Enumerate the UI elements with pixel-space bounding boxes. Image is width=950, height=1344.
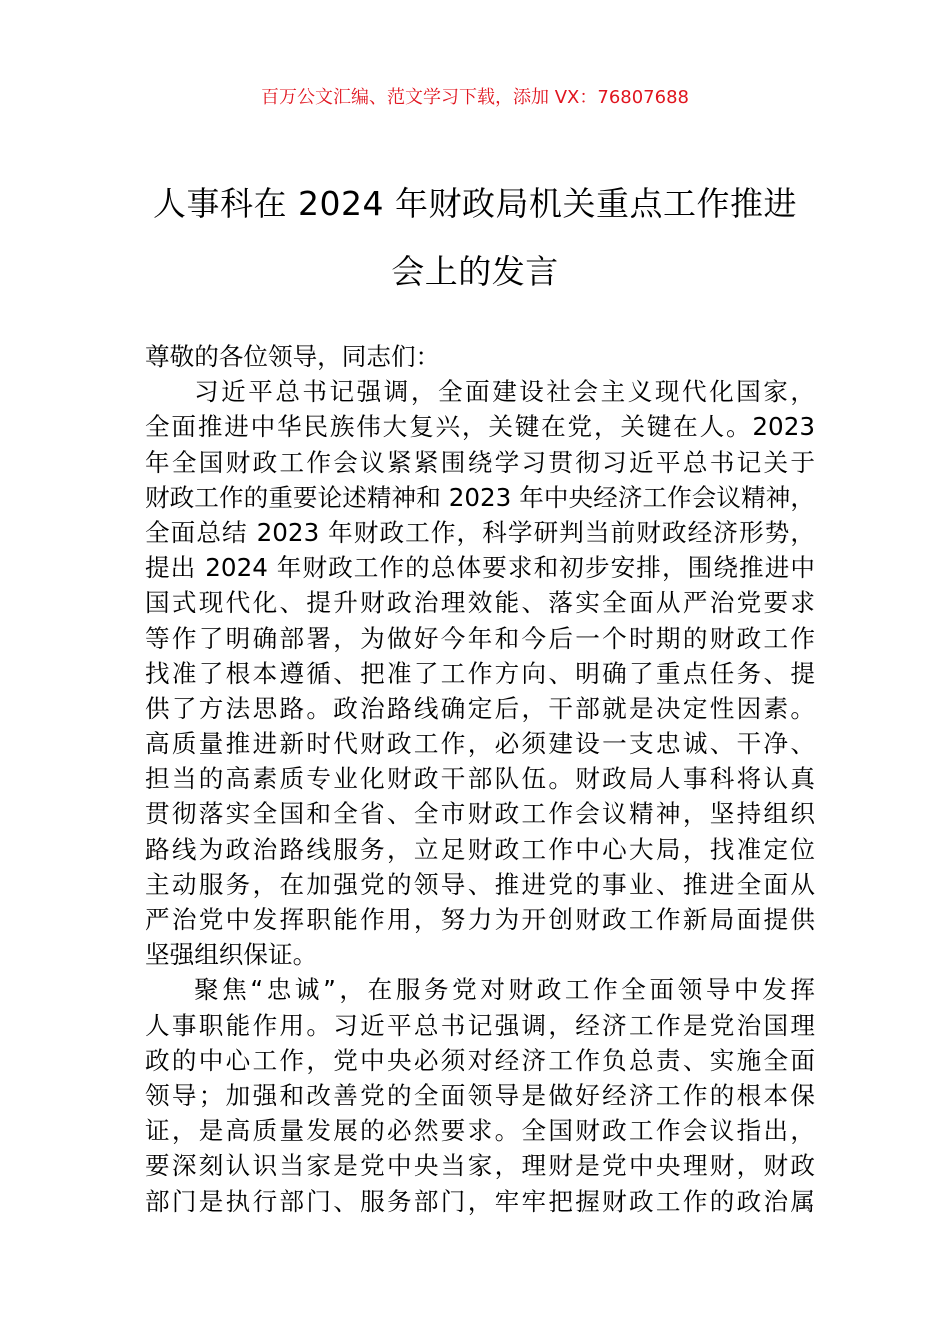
paragraph-line: 财政工作的重要论述精神和 2023 年中央经济工作会议精神， xyxy=(145,482,815,512)
paragraph-line: 主动服务，在加强党的领导、推进党的事业、推进全面从 xyxy=(145,869,815,899)
paragraph-line: 要深刻认识当家是党中央当家，理财是党中央理财，财政 xyxy=(145,1151,815,1181)
salutation: 尊敬的各位领导，同志们： xyxy=(145,342,441,371)
paragraph-line: 全面总结 2023 年财政工作，科学研判当前财政经济形势， xyxy=(145,517,815,547)
paragraph-line: 提出 2024 年财政工作的总体要求和初步安排，围绕推进中 xyxy=(145,553,815,583)
paragraph-line: 全面推进中华民族伟大复兴，关键在党，关键在人。2023 xyxy=(145,412,815,442)
paragraph-line: 严治党中发挥职能作用，努力为开创财政工作新局面提供 xyxy=(145,905,815,934)
paragraph-line: 政的中心工作，党中央必须对经济工作负总责、实施全面 xyxy=(145,1045,815,1075)
paragraph-line: 证，是高质量发展的必然要求。全国财政工作会议指出， xyxy=(145,1116,815,1146)
title-line-2: 会上的发言 xyxy=(391,252,559,291)
paragraph-line: 高质量推进新时代财政工作，必须建设一支忠诚、干净、 xyxy=(145,729,815,759)
document-body xyxy=(145,339,815,1219)
paragraph-line: 习近平总书记强调，全面建设社会主义现代化国家， xyxy=(194,377,815,407)
paragraph-line: 坚强组织保证。 xyxy=(145,940,318,970)
paragraph-line: 等作了明确部署，为做好今年和今后一个时期的财政工作 xyxy=(145,623,815,653)
paragraph-line: 国式现代化、提升财政治理效能、落实全面从严治党要求 xyxy=(145,588,815,618)
paragraph-line: 聚焦“忠诚”，在服务党对财政工作全面领导中发挥 xyxy=(194,975,815,1005)
paragraph-line: 路线为政治路线服务，立足财政工作中心大局，找准定位 xyxy=(145,834,815,864)
paragraph-line: 供了方法思路。政治路线确定后，干部就是决定性因素。 xyxy=(145,693,815,723)
paragraph-line: 领导；加强和改善党的全面领导是做好经济工作的根本保 xyxy=(145,1080,815,1110)
document-title xyxy=(100,170,850,306)
paragraph-line: 找准了根本遵循、把准了工作方向、明确了重点任务、提 xyxy=(145,658,815,688)
paragraph-line: 部门是执行部门、服务部门，牢牢把握财政工作的政治属 xyxy=(145,1186,815,1216)
paragraph-line: 贯彻落实全国和全省、全市财政工作会议精神，坚持组织 xyxy=(145,799,815,829)
header-banner: 百万公文汇编、范文学习下载，添加 VX：76807688 xyxy=(261,87,689,108)
paragraph-line: 担当的高素质专业化财政干部队伍。财政局人事科将认真 xyxy=(145,764,815,794)
paragraph-2 xyxy=(145,972,815,1218)
paragraph-line: 人事职能作用。习近平总书记强调，经济工作是党治国理 xyxy=(145,1010,815,1040)
paragraph-1 xyxy=(145,374,815,972)
title-line-1: 人事科在 2024 年财政局机关重点工作推进 xyxy=(153,184,797,223)
paragraph-line: 年全国财政工作会议紧紧围绕学习贯彻习近平总书记关于 xyxy=(145,447,815,477)
